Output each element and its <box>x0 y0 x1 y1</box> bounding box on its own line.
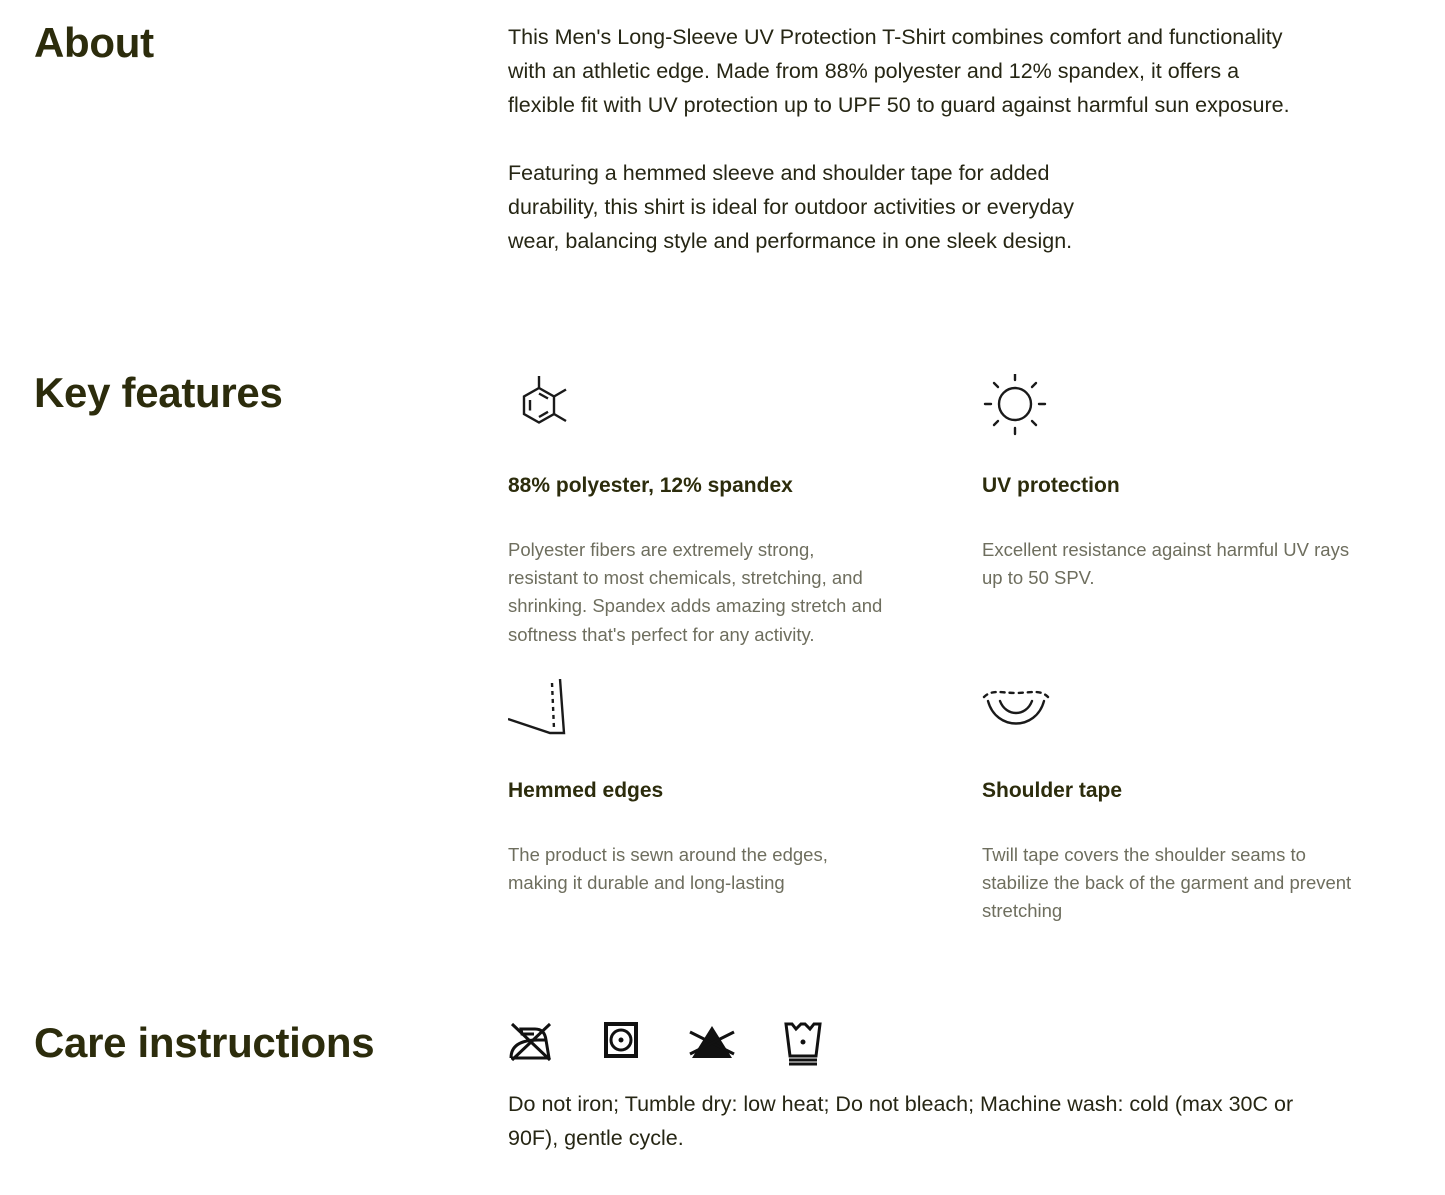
feature-title: UV protection <box>982 474 1120 497</box>
machine-wash-cold-icon <box>783 1020 823 1071</box>
feature-desc-line: shrinking. Spandex adds amazing stretch and <box>508 595 883 617</box>
about-p2-line: Featuring a hemmed sleeve and shoulder tape for added <box>508 161 1050 185</box>
care-text-line: 90F), gentle cycle. <box>508 1126 684 1150</box>
about-p1-line: This Men's Long-Sleeve UV Protection T-Shirt combines comfort and functionality <box>508 25 1283 49</box>
feature-title: Hemmed edges <box>508 779 664 802</box>
key-features-title: Key features <box>34 369 283 416</box>
sun-icon <box>982 374 1052 438</box>
care-instructions-title: Care instructions <box>34 1019 375 1066</box>
do-not-iron-icon <box>508 1020 554 1069</box>
feature-description <box>982 841 1412 926</box>
shoulder-tape-icon <box>982 679 1052 743</box>
about-p1-line: with an athletic edge. Made from 88% polyester and 12% spandex, it offers a <box>508 59 1240 83</box>
feature-title: Shoulder tape <box>982 779 1123 802</box>
feature-desc-line: stretching <box>982 900 1063 922</box>
tumble-dry-low-icon <box>603 1020 639 1065</box>
do-not-bleach-icon <box>688 1020 736 1065</box>
feature-title: 88% polyester, 12% spandex <box>508 474 793 497</box>
about-p2-line: wear, balancing style and performance in one sleek design. <box>508 229 1073 253</box>
feature-description <box>508 536 938 649</box>
feature-desc-line: stabilize the back of the garment and prevent <box>982 872 1352 894</box>
care-instructions-text <box>508 1087 1408 1155</box>
care-text-line: Do not iron; Tumble dry: low heat; Do not bleach; Machine wash: cold (max 30C or <box>508 1092 1294 1116</box>
feature-desc-line: Excellent resistance against harmful UV rays <box>982 539 1350 560</box>
feature-desc-line: Twill tape covers the shoulder seams to <box>982 844 1306 865</box>
molecule-icon <box>508 374 578 438</box>
hemmed-edge-icon <box>508 679 578 743</box>
feature-desc-line: Polyester fibers are extremely strong, <box>508 539 815 560</box>
about-title: About <box>34 19 154 66</box>
feature-desc-line: making it durable and long-lasting <box>508 872 785 894</box>
feature-description <box>982 536 1412 592</box>
feature-desc-line: up to 50 SPV. <box>982 567 1095 589</box>
feature-desc-line: resistant to most chemicals, stretching, and <box>508 567 863 589</box>
feature-description <box>508 841 938 897</box>
about-paragraph-2 <box>508 156 1074 258</box>
feature-desc-line: The product is sewn around the edges, <box>508 844 828 865</box>
about-p2-line: durability, this shirt is ideal for outdoor activities or everyday <box>508 195 1075 219</box>
feature-desc-line: softness that's perfect for any activity. <box>508 623 815 645</box>
about-p1-line: flexible fit with UV protection up to UPF 50 to guard against harmful sun exposure. <box>508 93 1290 117</box>
about-paragraph-1 <box>508 20 1290 122</box>
